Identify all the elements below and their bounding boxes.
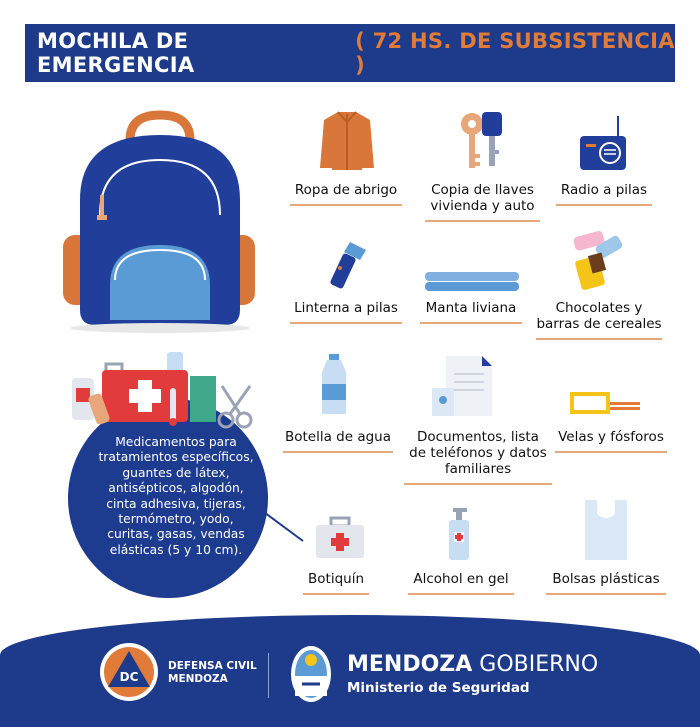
mendoza-gobierno — [347, 652, 598, 677]
medicamentos-line: Medicamentos para — [115, 435, 237, 449]
medicamentos-line: curitas, gasas, vendas — [107, 527, 245, 542]
footer-divider — [268, 653, 269, 698]
item-divider — [546, 593, 666, 595]
pointer-line — [255, 505, 305, 545]
chocolate-icon — [568, 228, 630, 294]
item-botiquin: Botiquín — [303, 571, 369, 587]
mendoza-word: MENDOZA — [347, 652, 473, 677]
item-linterna-a-pilas: Linterna a pilas — [290, 300, 402, 316]
jacket-icon — [318, 110, 376, 172]
medicamentos-text — [70, 435, 282, 558]
item-velas-y-fosforos: Velas y fósforos — [555, 429, 667, 445]
item-divider — [290, 322, 402, 324]
item-divider — [303, 593, 369, 595]
item-documentos: Documentos, lista de teléfonos y datos familiares — [404, 429, 552, 477]
item-alcohol-en-gel: Alcohol en gel — [408, 571, 514, 587]
defensa-civil-text — [168, 660, 257, 686]
keys-icon — [458, 110, 506, 174]
medicamentos-line: elásticas (5 y 10 cm). — [109, 542, 243, 557]
dc-line: DEFENSA CIVIL — [168, 660, 257, 672]
item-divider — [408, 593, 514, 595]
item-divider — [420, 322, 522, 324]
item-divider — [556, 204, 652, 206]
item-divider — [290, 204, 402, 206]
item-bolsas-plasticas: Bolsas plásticas — [546, 571, 666, 587]
page-title: MOCHILA DE EMERGENCIA — [37, 29, 195, 77]
item-divider — [425, 220, 540, 222]
medicamentos-line: termómetro, yodo, — [118, 512, 234, 527]
mendoza-shield-icon — [288, 640, 334, 704]
ministerio-de-seguridad: Ministerio de Seguridad — [347, 680, 530, 696]
documents-icon — [430, 354, 494, 418]
item-manta-liviana: Manta liviana — [420, 300, 522, 316]
hand-sanitizer-icon — [445, 506, 473, 562]
item-divider — [283, 451, 393, 453]
plastic-bag-icon — [581, 496, 631, 562]
blanket-icon — [423, 270, 521, 294]
backpack-icon — [55, 110, 270, 335]
dc-badge-text: DC — [119, 670, 139, 684]
medicamentos-line: cinta adhesiva, tijeras, — [106, 496, 246, 511]
water-bottle-icon — [318, 352, 350, 418]
medicamentos-line: guantes de látex, — [122, 465, 230, 480]
dc-line: MENDOZA — [168, 673, 228, 685]
item-divider — [404, 483, 552, 485]
first-aid-kit-icon — [314, 516, 366, 560]
title-bar — [25, 24, 675, 82]
candles-matches-icon — [568, 386, 644, 418]
item-radio-a-pilas: Radio a pilas — [556, 182, 652, 198]
item-ropa-de-abrigo: Ropa de abrigo — [290, 182, 402, 198]
gobierno-word: GOBIERNO — [472, 652, 599, 677]
item-divider — [555, 451, 667, 453]
item-copia-de-llaves: Copia de llaves vivienda y auto — [425, 182, 540, 214]
radio-icon — [578, 114, 628, 172]
medicamentos-line: antisépticos, algodón, — [108, 481, 244, 496]
page-subtitle: ( 72 HS. DE SUBSISTENCIA ) — [355, 29, 675, 77]
medicamentos-line: tratamientos específicos, — [98, 450, 254, 465]
flashlight-icon — [328, 240, 368, 292]
item-chocolates-y-barras: Chocolates y barras de cereales — [536, 300, 662, 332]
item-botella-de-agua: Botella de agua — [283, 429, 393, 445]
medical-supplies-icon — [62, 348, 258, 434]
item-divider — [536, 338, 662, 340]
